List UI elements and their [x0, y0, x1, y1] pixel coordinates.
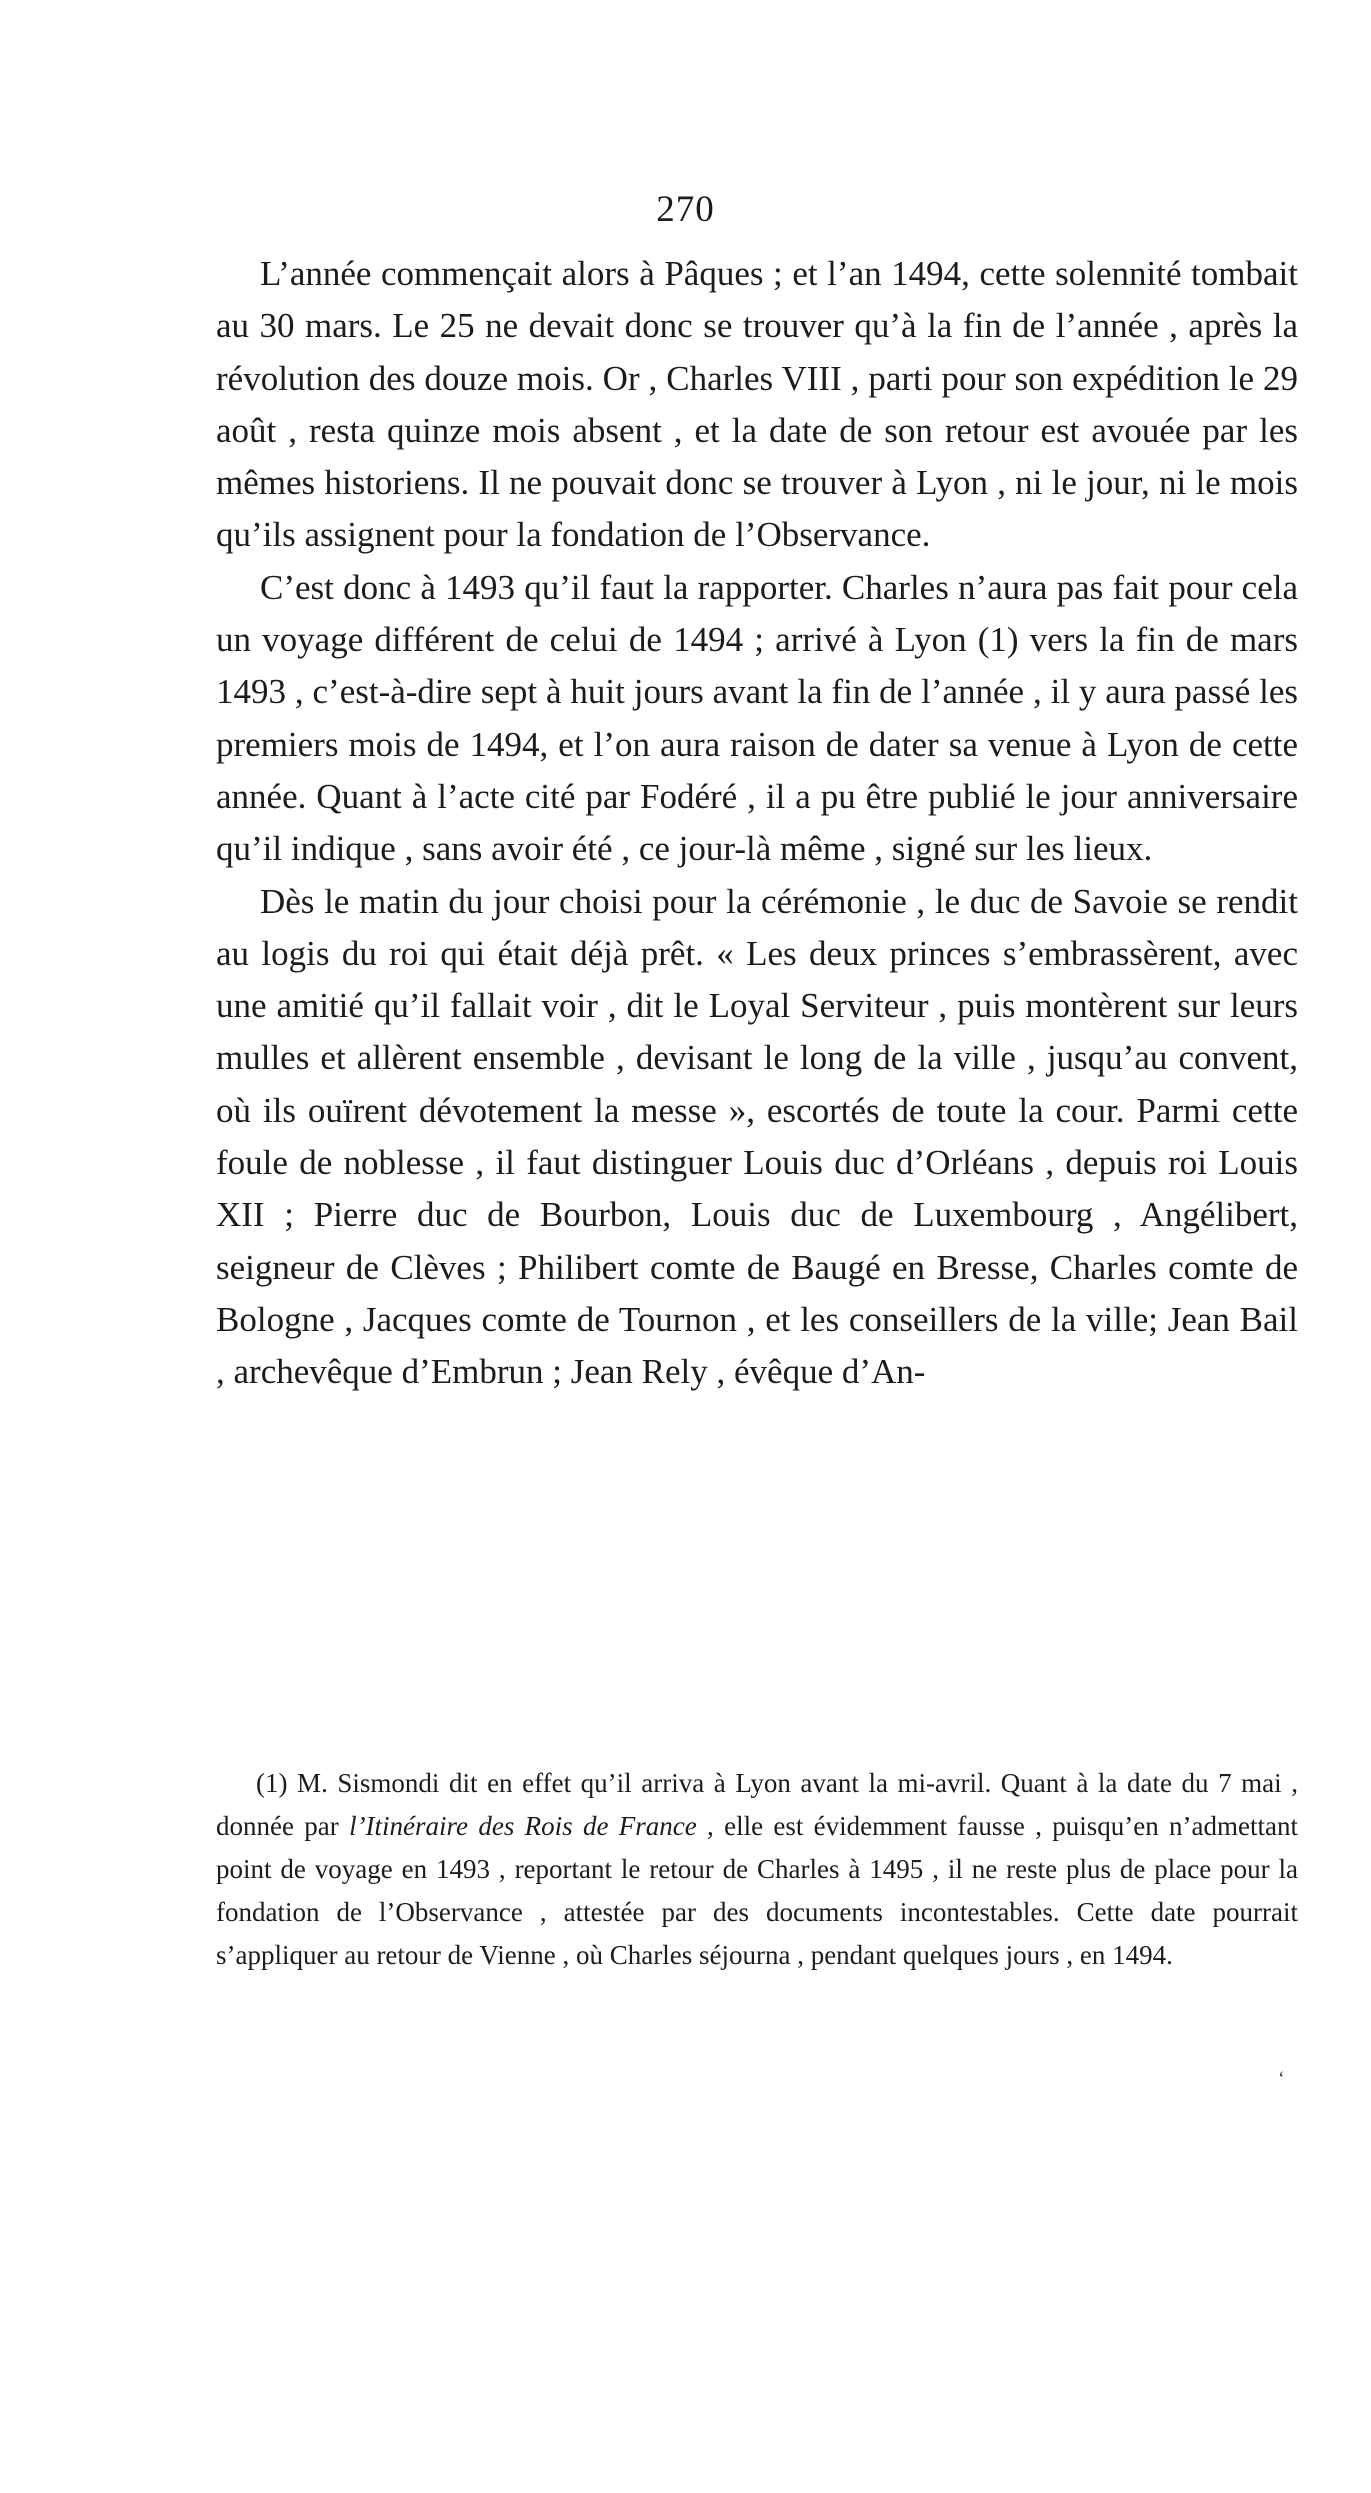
main-text: [216, 248, 1298, 1399]
paragraph-1493-dating: C’est donc à 1493 qu’il faut la rapporter. Charles n’aura pas fait pour cela un voyage différent de celui de 1494 ; arrivé à Lyon (1) vers la fin de mars 1493 , c’est-à-dire sept à huit jours avant la fin de l’année , il y aura passé les premiers mois de 1494, et l’on aura raison de dater sa venue à Lyon de cette année. Quant à l’acte cité par Fodéré , il a pu être publié le jour anniversaire qu’il indique , sans avoir été , ce jour-là même , signé sur les lieux.: [216, 567, 1298, 869]
footnote-marker: (1): [256, 1768, 288, 1798]
footnote-1: [216, 1762, 1298, 1977]
paragraph-ceremony: Dès le matin du jour choisi pour la cérémonie , le duc de Savoie se rendit au logis du roi qui était déjà prêt. « Les deux princes s’embrassèrent, avec une amitié qu’il fallait voir , dit le Loyal Serviteur , puis montèrent sur leurs mulles et allèrent ensemble , devisant le long de la ville , jusqu’au convent, où ils ouïrent dévotement la messe », escortés de toute la cour. Parmi cette foule de noblesse , il faut distinguer Louis duc d’Orléans , depuis roi Louis XII ; Pierre duc de Bourbon, Louis duc de Luxembourg , Angélibert, seigneur de Clèves ; Philibert comte de Baugé en Bresse, Charles comte de Bologne , Jacques comte de Tournon , et les conseillers de la ville; Jean Bail , archevêque d’Embrun ; Jean Rely , évêque d’An-: [216, 881, 1298, 1392]
footnotes: [216, 1762, 1298, 1977]
stray-ink-mark: ʻ: [1278, 2068, 1285, 2090]
footnote-italic-title: l’Itinéraire des Rois de France: [349, 1811, 697, 1841]
footnote-text-before: M. Sismondi dit en effet qu’il arriva à Lyon avant la mi-avril. Quant à la date du 7 mai , donnée par: [216, 1768, 1298, 1841]
footnote-text-after: , elle est évidemment fausse , puisqu’en n’admettant point de voyage en 1493 , reportant le retour de Charles à 1495 , il ne reste plus de place pour la fondation de l’Observance , attestée par des documents incontestables. Cette date pourrait s’appliquer au retour de Vienne , où Charles séjourna , pendant quelques jours , en 1494.: [216, 1811, 1299, 1970]
page-number: 270: [656, 189, 715, 230]
paragraph-easter-dating: L’année commençait alors à Pâques ; et l’an 1494, cette solennité tombait au 30 mars. Le 25 ne devait donc se trouver qu’à la fin de l’année , après la révolution des douze mois. Or , Charles VIII , parti pour son expédition le 29 août , resta quinze mois absent , et la date de son retour est avouée par les mêmes historiens. Il ne pouvait donc se trouver à Lyon , ni le jour, ni le mois qu’ils assignent pour la fondation de l’Observance.: [216, 254, 1298, 555]
